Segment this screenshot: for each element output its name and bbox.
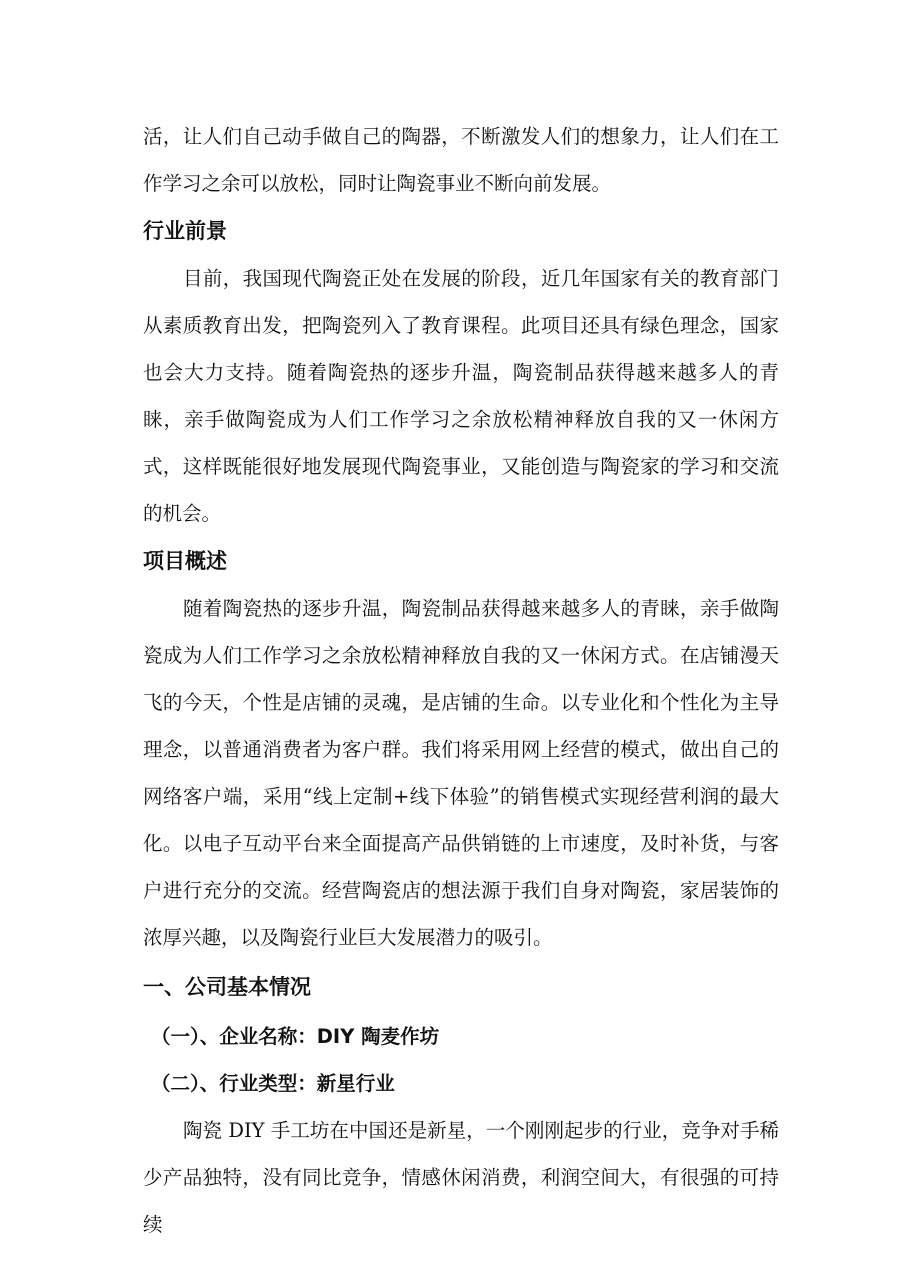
heading-company-basics: 一、公司基本情况 bbox=[143, 975, 311, 999]
company-paragraph: 陶瓷 DIY 手工坊在中国还是新星，一个刚刚起步的行业，竞争对手稀少产品独特，没有同比竞争，情感休闲消费，利润空间大，有很强的可持续 bbox=[143, 1119, 779, 1236]
heading-project-overview: 项目概述 bbox=[143, 549, 227, 573]
heading-industry-prospect: 行业前景 bbox=[143, 219, 227, 243]
industry-type-item: （二）、行业类型：新星行业 bbox=[151, 1072, 395, 1095]
overview-paragraph: 随着陶瓷热的逐步升温，陶瓷制品获得越来越多人的青睐，亲手做陶瓷成为人们工作学习之余放松精神释放自我的又一休闲方式。在店铺漫天飞的今天，个性是店铺的灵魂，是店铺的生命。以专业化和个性化为主导理念，以普通消费者为客户群。我们将采用网上经营的模式，做出自己的网络客户端，采用“线上定制+线下体验”的销售模式实现经营利润的最大化。以电子互动平台来全面提高产品供销链的上市速度，及时补货，与客户进行充分的交流。经营陶瓷店的想法源于我们自身对陶瓷，家居装饰的浓厚兴趣，以及陶瓷行业巨大发展潜力的吸引。 bbox=[143, 597, 779, 949]
company-name-item: （一）、企业名称：DIY 陶麦作坊 bbox=[151, 1025, 440, 1048]
document-body bbox=[143, 113, 779, 1248]
prospect-paragraph: 目前，我国现代陶瓷正处在发展的阶段，近几年国家有关的教育部门从素质教育出发，把陶瓷列入了教育课程。此项目还具有绿色理念，国家也会大力支持。随着陶瓷热的逐步升温，陶瓷制品获得越来越多人的青睐，亲手做陶瓷成为人们工作学习之余放松精神释放自我的又一休闲方式，这样既能很好地发展现代陶瓷事业，又能创造与陶瓷家的学习和交流的机会。 bbox=[143, 267, 779, 525]
intro-paragraph: 活，让人们自己动手做自己的陶器，不断激发人们的想象力，让人们在工作学习之余可以放松，同时让陶瓷事业不断向前发展。 bbox=[143, 125, 779, 195]
